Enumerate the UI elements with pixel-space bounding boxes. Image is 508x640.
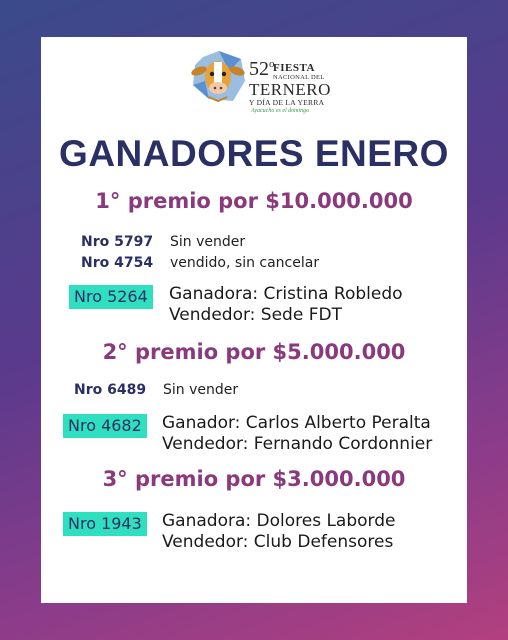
event-logo — [189, 51, 349, 113]
prize-2-seller: Vendedor: Fernando Cordonnier — [162, 434, 433, 454]
prize-3-winner-name: Ganadora: Dolores Laborde — [162, 511, 396, 531]
calf-logo-icon — [189, 51, 247, 103]
prize-1-seller: Vendedor: Sede FDT — [169, 305, 342, 325]
prize-2-winner-badge: Nro 4682 — [63, 414, 147, 438]
prize-3-winner-info — [162, 511, 395, 553]
logo-tagline: Ayacucho es el domingo — [251, 108, 310, 114]
announcement-card — [41, 37, 467, 603]
prize-2-winner-name: Ganador: Carlos Alberto Peralta — [162, 413, 431, 433]
logo-line3: TERNERO — [249, 80, 331, 99]
logo-line1: FIESTA — [273, 62, 315, 74]
prize-1-title: 1° premio por $10.000.000 — [95, 189, 413, 213]
prize-1-winner-badge: Nro 5264 — [69, 285, 153, 309]
prize-1-ticket-1: Nro 5797 — [81, 234, 154, 250]
prize-1-winner-info — [169, 284, 403, 326]
prize-2-ticket-1: Nro 6489 — [74, 382, 147, 398]
prize-3-seller: Vendedor: Club Defensores — [162, 532, 394, 552]
prize-1-winner-name: Ganadora: Cristina Robledo — [169, 284, 403, 304]
page-title: GANADORES ENERO — [59, 133, 449, 174]
prize-1-ticket-2-status: vendido, sin cancelar — [170, 255, 320, 271]
prize-2-title: 2° premio por $5.000.000 — [102, 340, 406, 364]
prize-1-ticket-2: Nro 4754 — [81, 255, 154, 271]
prize-2-winner-info — [162, 413, 432, 455]
prize-3-winner-badge: Nro 1943 — [63, 512, 147, 536]
logo-line2: NACIONAL DEL — [273, 74, 325, 81]
logo-edition: 52$^o$ — [249, 58, 275, 80]
prize-3-title: 3° premio por $3.000.000 — [102, 467, 406, 491]
prize-1-ticket-1-status: Sin vender — [170, 234, 246, 250]
logo-line4: Y DÍA DE LA YERRA — [249, 98, 325, 107]
prize-2-ticket-1-status: Sin vender — [163, 382, 239, 398]
